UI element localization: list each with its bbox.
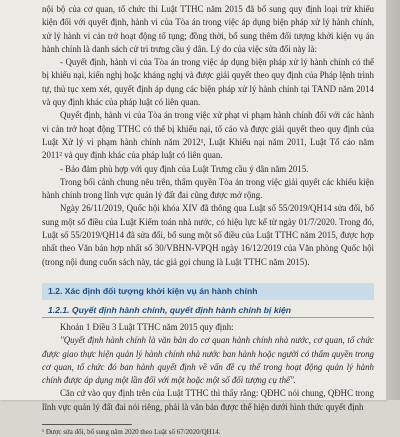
paragraph: Trong bối cảnh chung nêu trên, thẩm quyền Tòa án trong việc giải quyết các khiếu kiện hành chính trong lĩnh vực quản lý đất đai cũng được mở rộng. bbox=[42, 176, 374, 201]
paragraph: Căn cứ vào quy định trên của Luật TTHC thì thấy rằng: QĐHC nói chung, QĐHC trong lĩnh vực quản lý đất đai nói riêng, phải là văn bản được thể hiện dưới hình thức quyết định bbox=[42, 388, 374, 412]
subsection-heading: 1.2.1. Quyết định hành chính, quyết định hành chính bị kiện bbox=[42, 304, 374, 318]
section-heading: 1.2. Xác định đối tượng khởi kiện vụ án hành chính bbox=[42, 283, 374, 300]
paragraph: Quyết định, hành vi của Tòa án trong việc xử phạt vi phạm hành chính đối với các hành vi cản trở hoạt động TTHC có thể bị khiếu nại, tố cáo và được giải quyết theo quy định của Luật Xử lý vi phạm hành chính năm 2012¹, Luật Khiếu nại năm 2011, Luật Tố cáo năm 2011² và quy định khác của pháp luật có liên quan. bbox=[42, 110, 374, 161]
paragraph: - Quyết định, hành vi của Tòa án trong việc áp dụng biện pháp xử lý hành chính có thể bị khiếu nại, kiến nghị hoặc kháng nghị và được giải quyết theo quy định của Pháp lệnh trình tự, thủ tục xem xét, quyết định áp dụng các biện pháp xử lý hành chính tại TAND năm 2014 và quy định khác của pháp luật có liên quan. bbox=[42, 57, 374, 108]
page-edge bbox=[386, 0, 400, 400]
paragraph: Khoản 1 Điều 3 Luật TTHC năm 2015 quy định: bbox=[60, 321, 234, 332]
paragraph: - Bảo đảm phù hợp với quy định của Luật Trưng cầu ý dân năm 2015. bbox=[60, 163, 309, 174]
footnote: ¹ Được sửa đổi, bổ sung năm 2020 theo Luật số 67/2020/QH14. bbox=[42, 428, 221, 437]
paragraph: nội bộ của cơ quan, tổ chức thì Luật TTHC năm 2015 đã bổ sung quy định loại trừ khiếu kiện đối với quyết định, hành vi của Tòa án trong việc áp dụng biện pháp xử lý hành chính, xử lý hành vi cản trở hoạt động tố tụng; đồng thời, bổ sung thêm đối tượng khởi kiện vụ án hành chính là danh sách cử tri trưng cầu ý dân. Lý do của việc sửa đổi này là: bbox=[42, 4, 374, 54]
paragraph: Ngày 26/11/2019, Quốc hội khóa XIV đã thông qua Luật số 55/2019/QH14 sửa đổi, bổ sung một số điều của Luật Kiểm toán nhà nước, có hiệu lực kể từ ngày 01/7/2020. Trong đó, Luật số 55/2019/QH14 đã sửa đổi, bổ sung một số điều của Luật TTHC năm 2015, được hợp nhất theo Văn bản hợp nhất số 30/VBHN-VPQH ngày 16/12/2019 của Văn phòng Quốc hội (trong nội dung cuốn sách này, tác giả gọi chung là Luật TTHC năm 2015). bbox=[42, 203, 374, 267]
text-column bbox=[42, 3, 374, 437]
quote-paragraph: "Quyết định hành chính là văn bản do cơ quan hành chính nhà nước, cơ quan, tổ chức được giao thực hiện quản lý hành chính nhà nước ban hành hoặc người có thẩm quyền trong cơ quan, tổ chức đó ban hành quyết định về vấn đề cụ thể trong hoạt động quản lý hành chính được áp dụng một lần đối với một hoặc một số đối tượng cụ thể". bbox=[42, 335, 374, 386]
footnote-divider bbox=[42, 424, 132, 425]
